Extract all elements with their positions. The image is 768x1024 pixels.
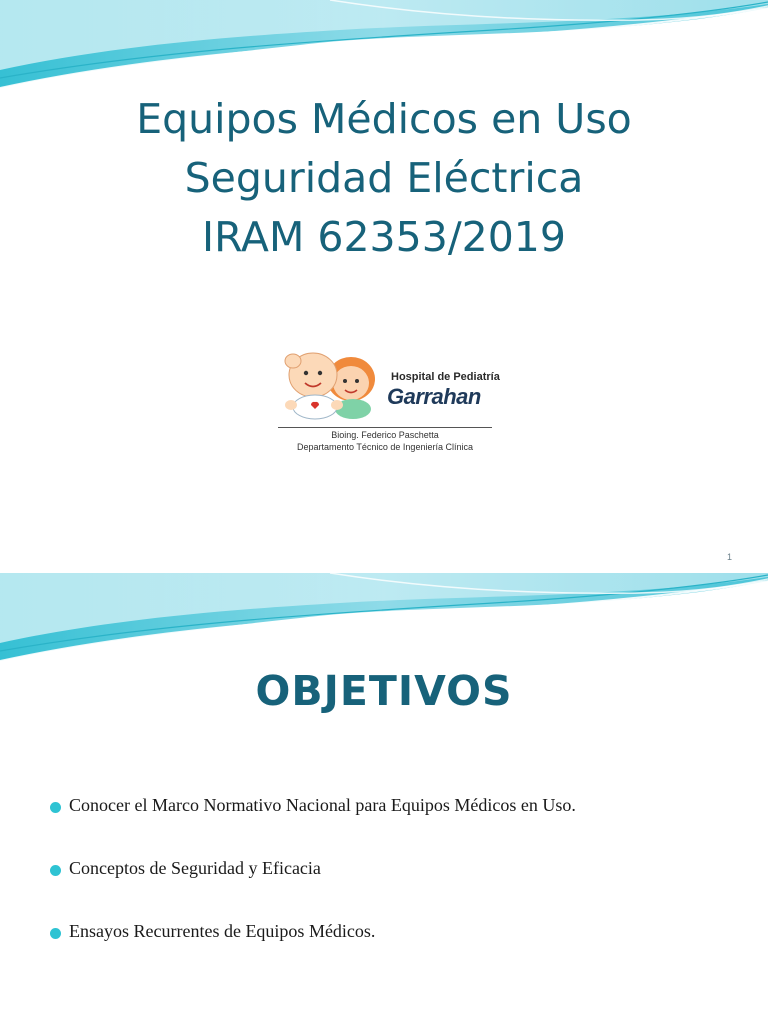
author-name: Bioing. Federico Paschetta bbox=[331, 430, 439, 440]
bullet-text: Conocer el Marco Normativo Nacional para Equipos Médicos en Uso. bbox=[69, 795, 576, 815]
children-mascot-icon bbox=[275, 343, 385, 420]
bullet-text: Conceptos de Seguridad y Eficacia bbox=[69, 858, 321, 878]
list-item bbox=[50, 921, 750, 984]
bullet-icon bbox=[50, 802, 61, 813]
logo-divider bbox=[278, 427, 492, 428]
slide-heading: OBJETIVOS bbox=[255, 667, 513, 715]
title-line-2: Seguridad Eléctrica bbox=[184, 154, 584, 202]
hospital-name-big: Garrahan bbox=[387, 384, 481, 409]
slide-title bbox=[0, 90, 768, 267]
page-number: 1 bbox=[726, 552, 732, 562]
hospital-name-small: Hospital de Pediatría bbox=[391, 371, 500, 383]
list-item bbox=[50, 795, 750, 858]
list-item bbox=[50, 858, 750, 921]
header-wave-graphic bbox=[0, 0, 768, 95]
hospital-logo-block bbox=[270, 343, 500, 458]
bullet-icon bbox=[50, 928, 61, 939]
title-line-3: IRAM 62353/2019 bbox=[202, 213, 566, 261]
header-wave-graphic bbox=[0, 573, 768, 668]
objectives-list bbox=[50, 795, 750, 984]
title-line-1: Equipos Médicos en Uso bbox=[136, 95, 632, 143]
slide-2 bbox=[0, 573, 768, 1024]
department-name: Departamento Técnico de Ingeniería Clínica bbox=[297, 442, 473, 452]
bullet-text: Ensayos Recurrentes de Equipos Médicos. bbox=[69, 921, 376, 941]
hospital-logo bbox=[275, 343, 500, 420]
bullet-icon bbox=[50, 865, 61, 876]
